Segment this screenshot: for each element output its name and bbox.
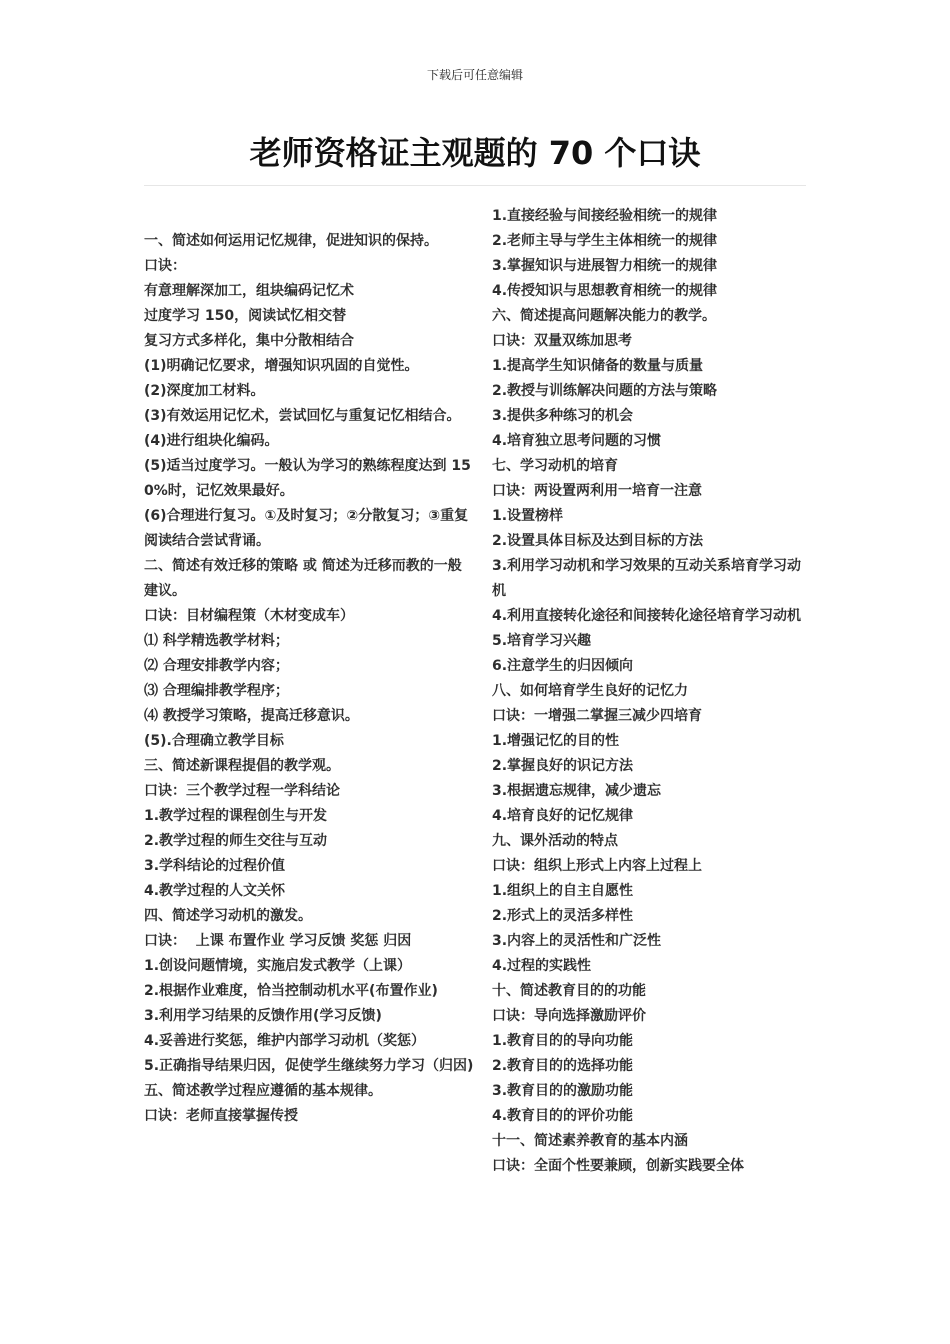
text-line: 6.注意学生的归因倾向 <box>492 658 634 674</box>
text-line: 5.培育学习兴趣 <box>492 633 592 649</box>
text-line: 口诀： <box>144 258 186 274</box>
text-line: 1.直接经验与间接经验相统一的规律 <box>492 208 718 224</box>
text-line: 3.学科结论的过程价值 <box>144 858 286 874</box>
text-line: 4.教学过程的人文关怀 <box>144 883 286 899</box>
text-line: 复习方式多样化，集中分散相结合 <box>144 333 354 349</box>
text-line: 4.利用直接转化途径和间接转化途径培育学习动机 <box>492 608 802 624</box>
text-line: 二、简述有效迁移的策略 或 简述为迁移而教的一般建议。 <box>144 558 462 599</box>
text-line: 口诀：老师直接掌握传授 <box>144 1108 298 1124</box>
text-line: 2.教学过程的师生交往与互动 <box>144 833 328 849</box>
text-line: 2.老师主导与学生主体相统一的规律 <box>492 233 718 249</box>
text-line: ⑵ 合理安排教学内容； <box>144 658 289 674</box>
text-line: 5.正确指导结果归因，促使学生继续努力学习（归因) <box>144 1058 474 1074</box>
text-line: 口诀：目材编程策（木材变成车） <box>144 608 354 624</box>
text-line: 2.教育目的的选择功能 <box>492 1058 634 1074</box>
text-line: 4.传授知识与思想教育相统一的规律 <box>492 283 718 299</box>
text-line: 3.提供多种练习的机会 <box>492 408 634 424</box>
text-line: 3.根据遗忘规律，减少遗忘 <box>492 783 662 799</box>
text-line: 4.教育目的的评价功能 <box>492 1108 634 1124</box>
text-line: 九、课外活动的特点 <box>492 833 618 849</box>
text-line: 五、简述教学过程应遵循的基本规律。 <box>144 1083 382 1099</box>
text-line: 4.妥善进行奖惩，维护内部学习动机（奖惩） <box>144 1033 426 1049</box>
text-line: 2.设置具体目标及达到目标的方法 <box>492 533 704 549</box>
text-line: 口诀：全面个性要兼顾，创新实践要全体 <box>492 1158 744 1174</box>
text-line: 口诀：三个教学过程一学科结论 <box>144 783 340 799</box>
text-line: 4.培育独立思考问题的习惯 <box>492 433 662 449</box>
text-line: (5).合理确立教学目标 <box>144 733 284 749</box>
text-line: (3)有效运用记忆术，尝试回忆与重复记忆相结合。 <box>144 408 461 424</box>
text-line: 3.利用学习动机和学习效果的互动关系培育学习动机 <box>492 558 802 599</box>
text-line: 六、简述提高问题解决能力的教学。 <box>492 308 716 324</box>
text-line: (4)进行组块化编码。 <box>144 433 279 449</box>
text-line: 3.利用学习结果的反馈作用(学习反馈) <box>144 1008 382 1024</box>
text-line: 口诀： 上课 布置作业 学习反馈 奖惩 归因 <box>144 933 412 949</box>
text-line: 四、简述学习动机的激发。 <box>144 908 312 924</box>
text-line: 2.形式上的灵活多样性 <box>492 908 634 924</box>
text-line: 4.培育良好的记忆规律 <box>492 808 634 824</box>
text-line: 4.过程的实践性 <box>492 958 592 974</box>
text-line: 1.增强记忆的目的性 <box>492 733 620 749</box>
text-line: 口诀：一增强二掌握三减少四培育 <box>492 708 702 724</box>
text-line: 1.设置榜样 <box>492 508 564 524</box>
text-line: 1.组织上的自主自愿性 <box>492 883 634 899</box>
text-line: 1.教育目的的导向功能 <box>492 1033 634 1049</box>
text-line: 十、简述教育目的的功能 <box>492 983 646 999</box>
text-line: 一、简述如何运用记忆规律，促进知识的保持。 <box>144 233 438 249</box>
right-column <box>492 204 810 1179</box>
text-line: 2.掌握良好的识记方法 <box>492 758 634 774</box>
text-line: 3.内容上的灵活性和广泛性 <box>492 933 662 949</box>
text-line: (6)合理进行复习。①及时复习；②分散复习；③重复阅读结合尝试背诵。 <box>144 508 469 549</box>
text-line: 有意理解深加工，组块编码记忆术 <box>144 283 354 299</box>
text-line: 口诀：双量双练加思考 <box>492 333 632 349</box>
left-column <box>144 229 474 1129</box>
text-line: (1)明确记忆要求，增强知识巩固的自觉性。 <box>144 358 419 374</box>
text-line: 八、如何培育学生良好的记忆力 <box>492 683 688 699</box>
text-line: ⑷ 教授学习策略，提高迁移意识。 <box>144 708 359 724</box>
title-divider <box>144 185 806 186</box>
text-line: ⑶ 合理编排教学程序； <box>144 683 289 699</box>
text-line: 1.提高学生知识储备的数量与质量 <box>492 358 704 374</box>
header-note: 下载后可任意编辑 <box>426 68 523 82</box>
text-line: 2.根据作业难度，恰当控制动机水平(布置作业) <box>144 983 438 999</box>
text-line: 1.教学过程的课程创生与开发 <box>144 808 328 824</box>
text-line: 七、学习动机的培育 <box>492 458 618 474</box>
text-line: 三、简述新课程提倡的教学观。 <box>144 758 340 774</box>
document-title: 老师资格证主观题的 70 个口诀 <box>249 134 701 172</box>
text-line: 2.教授与训练解决问题的方法与策略 <box>492 383 718 399</box>
text-line: 口诀：导向选择激励评价 <box>492 1008 646 1024</box>
text-line: (2)深度加工材料。 <box>144 383 265 399</box>
text-line: 3.教育目的的激励功能 <box>492 1083 634 1099</box>
text-line: 口诀：两设置两利用一培育一注意 <box>492 483 702 499</box>
text-line: 3.掌握知识与进展智力相统一的规律 <box>492 258 718 274</box>
text-line: ⑴ 科学精选教学材料； <box>144 633 289 649</box>
text-line: 1.创设问题情境，实施启发式教学（上课） <box>144 958 412 974</box>
text-line: 过度学习 150，阅读试忆相交替 <box>144 308 347 324</box>
text-line: 口诀：组织上形式上内容上过程上 <box>492 858 702 874</box>
text-line: 十一、简述素养教育的基本内涵 <box>492 1133 688 1149</box>
text-line: (5)适当过度学习。一般认为学习的熟练程度达到 150%时，记忆效果最好。 <box>144 458 471 499</box>
